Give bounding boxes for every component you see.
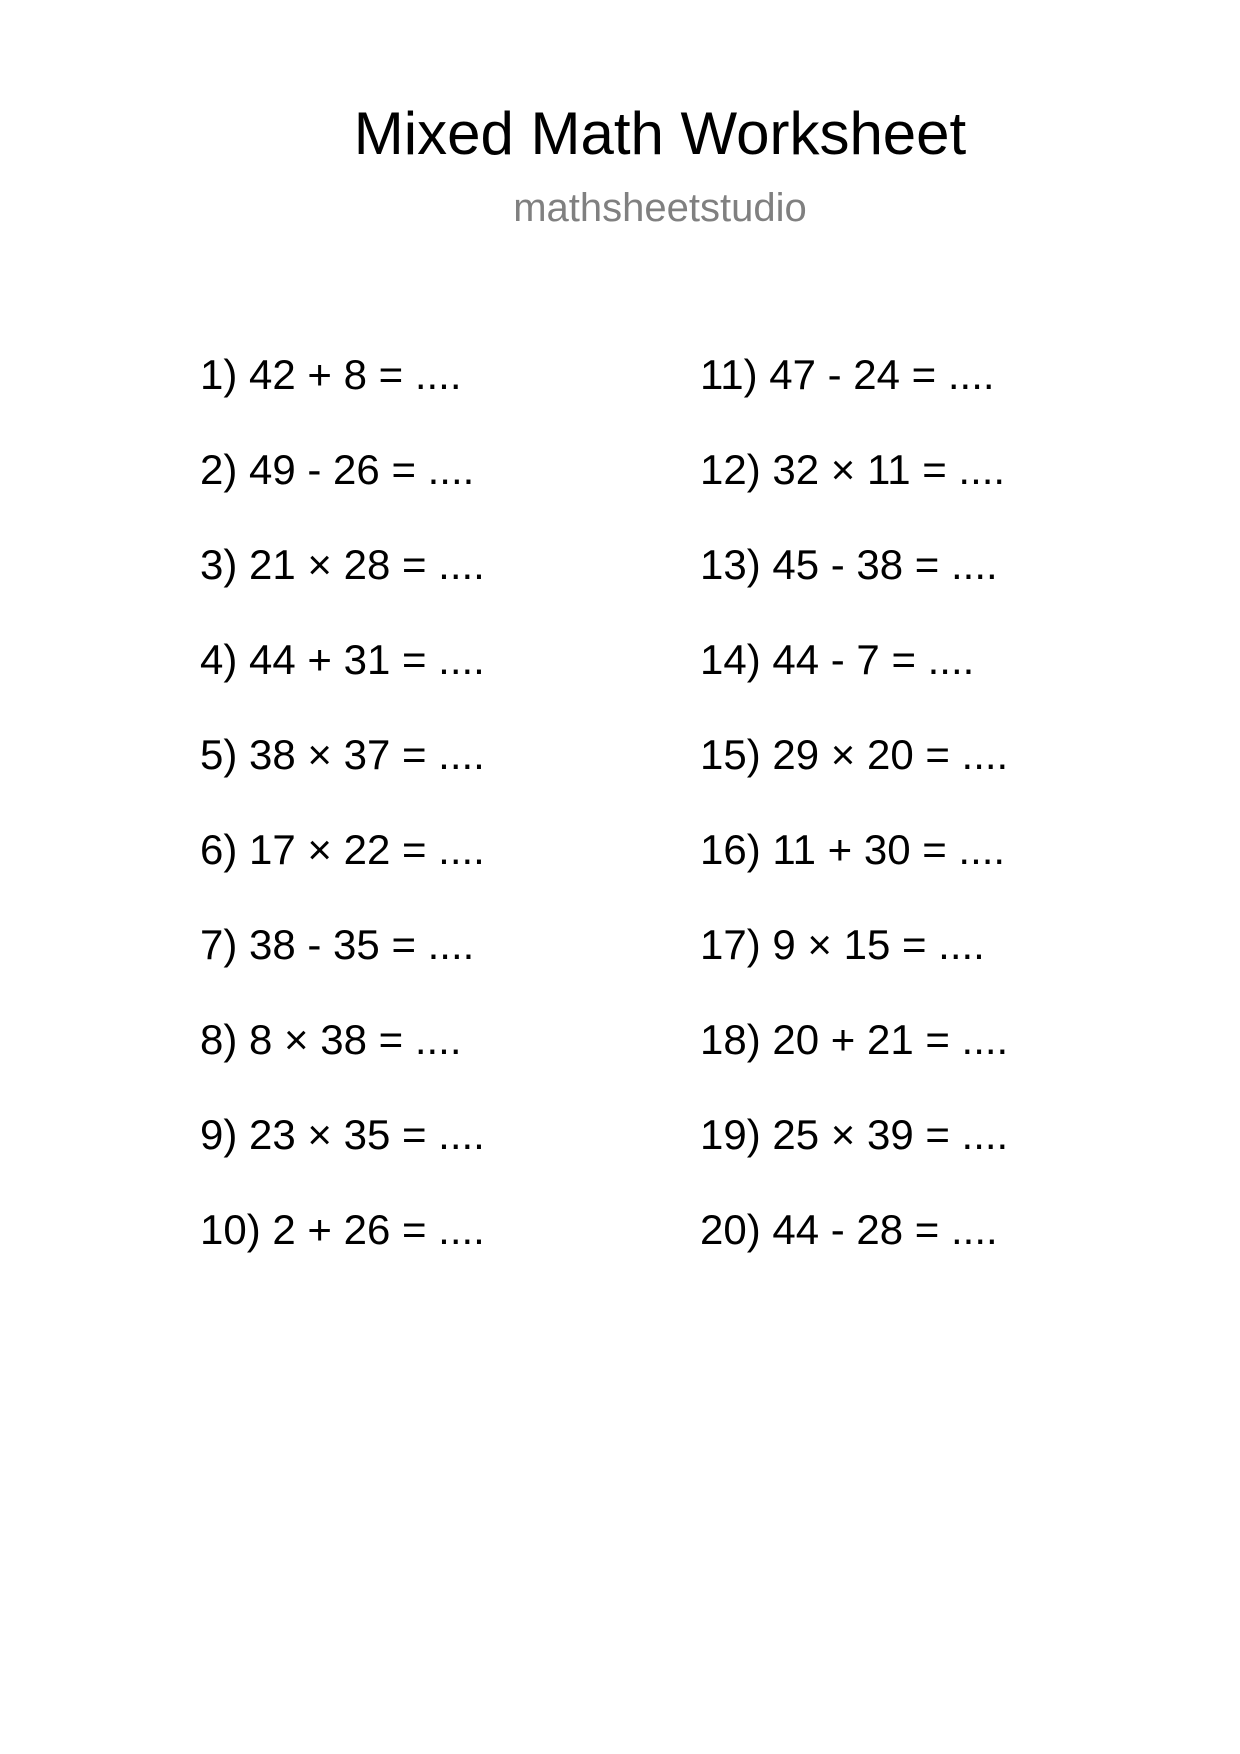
problem-17: 17) 9 × 15 = .... [700, 921, 985, 968]
problem-20: 20) 44 - 28 = .... [700, 1206, 998, 1253]
problem-4: 4) 44 + 31 = .... [200, 636, 485, 683]
problem-1: 1) 42 + 8 = .... [200, 351, 462, 398]
problem-list-left [200, 350, 485, 1300]
problem-10: 10) 2 + 26 = .... [200, 1206, 485, 1253]
page-subtitle: mathsheetstudio [513, 186, 807, 230]
problem-12: 12) 32 × 11 = .... [700, 446, 1006, 493]
problem-15: 15) 29 × 20 = .... [700, 731, 1009, 778]
problem-6: 6) 17 × 22 = .... [200, 826, 485, 873]
problem-5: 5) 38 × 37 = .... [200, 731, 485, 778]
problem-14: 14) 44 - 7 = .... [700, 636, 975, 683]
page-title: Mixed Math Worksheet [353, 100, 967, 167]
problem-8: 8) 8 × 38 = .... [200, 1016, 462, 1063]
problem-3: 3) 21 × 28 = .... [200, 541, 485, 588]
problem-16: 16) 11 + 30 = .... [700, 826, 1006, 873]
problem-7: 7) 38 - 35 = .... [200, 921, 475, 968]
problem-9: 9) 23 × 35 = .... [200, 1111, 485, 1158]
problem-18: 18) 20 + 21 = .... [700, 1016, 1009, 1063]
problem-13: 13) 45 - 38 = .... [700, 541, 998, 588]
problem-19: 19) 25 × 39 = .... [700, 1111, 1009, 1158]
problem-list-right [700, 350, 1008, 1300]
problem-2: 2) 49 - 26 = .... [200, 446, 475, 493]
problem-11: 11) 47 - 24 = .... [700, 351, 995, 398]
